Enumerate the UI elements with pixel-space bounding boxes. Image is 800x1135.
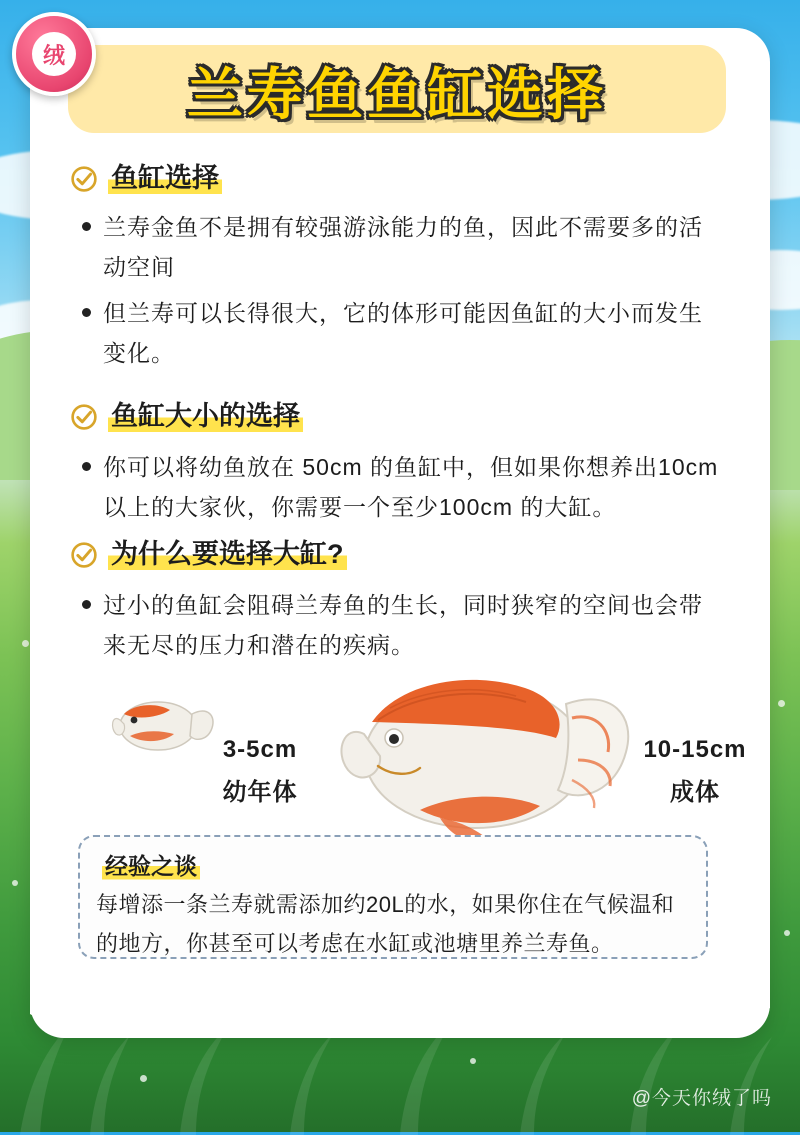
bullet-dot-icon: [82, 222, 91, 231]
section-heading-2: [70, 400, 303, 434]
check-circle-icon: [70, 541, 98, 569]
adult-fish-illustration: [320, 660, 640, 850]
section-label: 为什么要选择大缸?: [108, 538, 347, 572]
juvenile-fish-stage: 幼年体: [222, 779, 298, 807]
juvenile-fish-size: 3-5cm: [222, 736, 298, 763]
flower-dot-icon: [12, 880, 18, 886]
bullet-dot-icon: [82, 308, 91, 317]
bullet-dot-icon: [82, 600, 91, 609]
tip-body: 每增添一条兰寿就需添加约20L的水，如果你住在气候温和的地方，你甚至可以考虑在水缸或池塘里养兰寿鱼。: [96, 892, 675, 956]
juvenile-fish-label: [180, 728, 340, 814]
adult-fish-label: [610, 728, 780, 814]
list-item: [82, 207, 722, 288]
adult-fish-size: 10-15cm: [643, 736, 747, 763]
section-heading-1: [70, 162, 222, 196]
section-label: 鱼缸选择: [108, 162, 222, 196]
list-item-text: 兰寿金鱼不是拥有较强游泳能力的鱼，因此不需要多的活动空间: [103, 214, 703, 281]
list-item-text: 你可以将幼鱼放在 50cm 的鱼缸中，但如果你想养出10cm 以上的大家伙，你需要一个至少100cm 的大缸。: [103, 454, 719, 521]
adult-fish-stage: 成体: [670, 779, 720, 807]
section-heading-3: [70, 538, 347, 572]
list-item: [82, 447, 722, 528]
list-item: [82, 585, 722, 666]
check-circle-icon: [70, 165, 98, 193]
list-item-text: 过小的鱼缸会阻碍兰寿鱼的生长，同时狭窄的空间也会带来无尽的压力和潜在的疾病。: [103, 592, 703, 659]
bullet-dot-icon: [82, 462, 91, 471]
watermark: @今天你绒了吗: [631, 1088, 772, 1109]
avatar-label: 绒: [32, 32, 76, 76]
list-item: [82, 293, 722, 374]
check-circle-icon: [70, 403, 98, 431]
flower-dot-icon: [778, 700, 785, 707]
tip-title: 经验之谈: [102, 848, 200, 881]
list-item-text: 但兰寿可以长得很大，它的体形可能因鱼缸的大小而发生变化。: [103, 300, 703, 367]
avatar[interactable]: [12, 12, 96, 96]
flower-dot-icon: [22, 640, 29, 647]
section-label: 鱼缸大小的选择: [108, 400, 303, 434]
page-title: 兰寿鱼鱼缸选择: [187, 63, 607, 126]
